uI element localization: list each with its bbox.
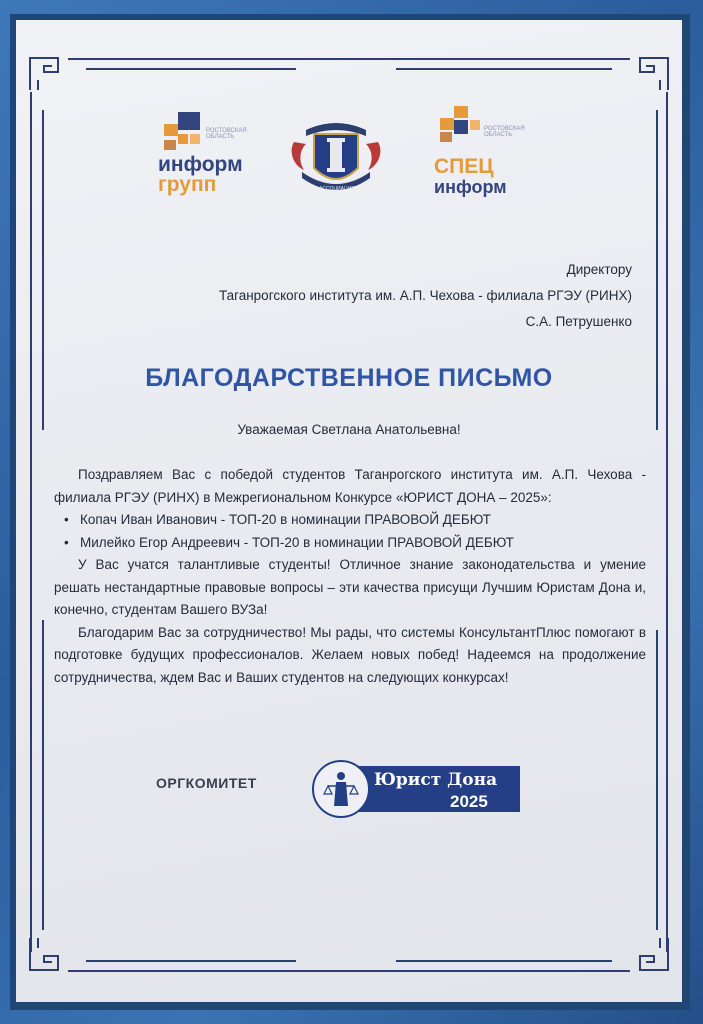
- corner-ornament-top-left: [24, 50, 64, 90]
- corner-ornament-top-right: [634, 50, 674, 90]
- list-item: [54, 509, 646, 532]
- orgcommittee-label: ОРГКОМИТЕТ: [156, 775, 257, 791]
- paragraph-talent: У Вас учатся талантливые студенты! Отличное знание законодательства и умение решать нестандартные правовые вопросы – эти качества присущи Лучшим Юристам Дона и, конечно, студентам Вашего ВУЗа!: [54, 557, 646, 617]
- paragraph-thanks: Благодарим Вас за сотрудничество! Мы рады, что системы КонсультантПлюс помогают в подготовке будущих профессионалов. Желаем новых побед! Надеемся на продолжение сотрудничества, ждем Вас и Ваших студентов на следующих конкурсах!: [54, 624, 646, 685]
- bullet-text: Милейко Егор Андреевич - ТОП-20 в номинации ПРАВОВОЙ ДЕБЮТ: [80, 534, 514, 550]
- bullet-icon: •: [64, 534, 69, 550]
- border-top-line-inner: [86, 68, 296, 70]
- spec-inform-logo: [434, 106, 544, 202]
- border-right-line: [666, 92, 668, 952]
- bullet-icon: •: [64, 512, 69, 527]
- border-right-line-inner-lower: [656, 630, 658, 930]
- logo-right-line2: информ: [434, 177, 507, 197]
- jurist-dona-name: Юрист Дона: [374, 770, 498, 790]
- addressee-line3: С.А. Петрушенко: [525, 314, 632, 329]
- border-top-line: [68, 58, 630, 60]
- salutation: Уважаемая Светлана Анатольевна!: [237, 422, 461, 437]
- inform-grupp-logo: [158, 112, 268, 202]
- addressee-line2: Таганрогского института им. А.П. Чехова - филиала РГЭУ (РИНХ): [218, 288, 632, 303]
- border-bottom-line: [68, 970, 630, 972]
- region-small-text-right: РОСТОВСКАЯ ОБЛАСТЬ: [484, 126, 525, 139]
- corner-ornament-bottom-left: [24, 938, 64, 978]
- intro-paragraph: Поздравляем Вас с победой студентов Таганрогского института им. А.П. Чехова - филиала РГЭУ (РИНХ) в Межрегиональном Конкурсе «ЮРИСТ ДОНА – 2025»:: [54, 467, 646, 505]
- border-top-line-inner-right: [396, 68, 612, 70]
- letter-paper: [16, 20, 682, 1002]
- logo-left-line2: групп: [158, 173, 217, 196]
- logo-right-line1: СПЕЦ: [434, 155, 494, 178]
- border-bottom-line-inner: [86, 960, 296, 962]
- jurist-dona-logo: [312, 760, 520, 818]
- letter-title: БЛАГОДАРСТВЕННОЕ ПИСЬМО: [145, 364, 553, 392]
- letter-body: [54, 464, 646, 689]
- border-left-line: [30, 92, 32, 952]
- list-item: [54, 532, 646, 555]
- themis-icon: [312, 760, 370, 818]
- emblem-ribbon-text: АССОЦИАЦИЯ: [319, 186, 355, 192]
- border-bottom-line-inner-right: [396, 960, 612, 962]
- jurist-dona-year: 2025: [450, 792, 488, 811]
- region-small-text: РОСТОВСКАЯ ОБЛАСТЬ: [206, 128, 247, 141]
- corner-ornament-bottom-right: [634, 938, 674, 978]
- border-left-line-inner-lower: [42, 620, 44, 930]
- bullet-text: Копач Иван Иванович - ТОП-20 в номинации ПРАВОВОЙ ДЕБЮТ: [80, 512, 491, 527]
- logo-left-line1: информ: [158, 153, 243, 176]
- addressee-line1: Директору: [566, 262, 632, 277]
